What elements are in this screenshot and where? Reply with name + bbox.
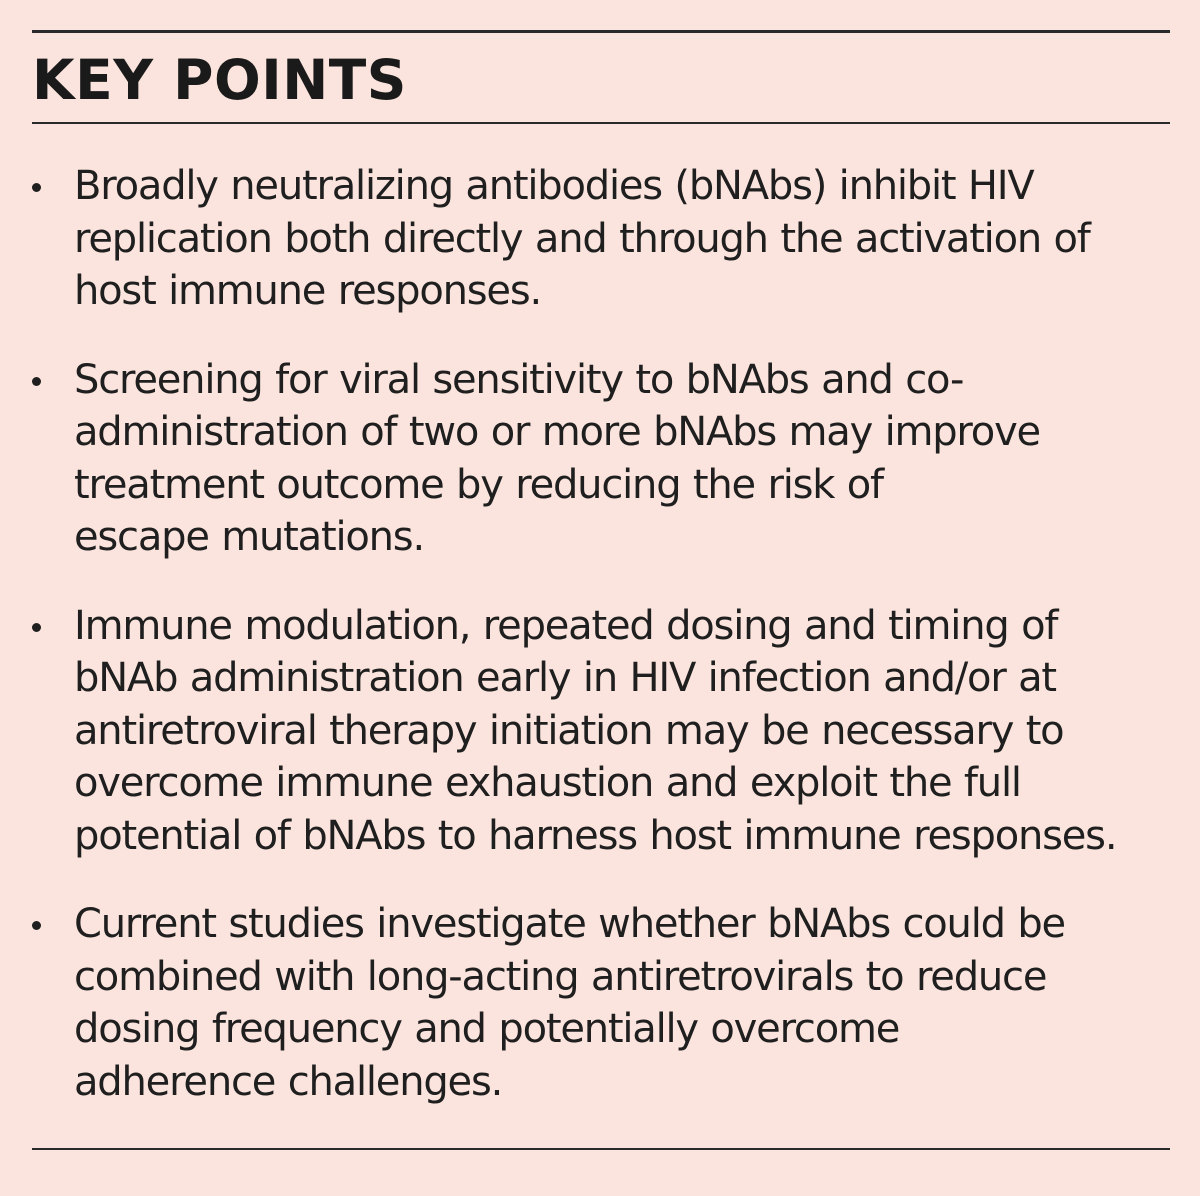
key-point-item (32, 600, 1162, 863)
bottom-rule (32, 1148, 1170, 1150)
key-point-line: Broadly neutralizing antibodies (bNAbs) inhibit HIV (74, 163, 1034, 209)
key-point-item (32, 898, 1162, 1108)
key-point-item (32, 160, 1162, 318)
bullet-icon (32, 921, 41, 930)
key-point-line: dosing frequency and potentially overcome (74, 1006, 900, 1052)
key-points-title: KEY POINTS (32, 48, 407, 112)
key-point-line: bNAb administration early in HIV infection and/or at (74, 655, 1056, 701)
key-point-line: potential of bNAbs to harness host immune responses. (74, 812, 1117, 859)
key-point-line: treatment outcome by reducing the risk of (74, 461, 883, 508)
bullet-icon (32, 377, 41, 386)
key-point-line: administration of two or more bNAbs may improve (74, 409, 1040, 455)
bullet-icon (32, 623, 41, 632)
key-point-line: replication both directly and through the activation of (74, 215, 1090, 262)
key-point-item (32, 354, 1162, 564)
key-point-line: host immune responses. (74, 268, 541, 314)
top-rule (32, 30, 1170, 33)
key-point-line: escape mutations. (74, 514, 424, 560)
title-divider (32, 122, 1170, 124)
key-point-line: combined with long-acting antiretrovirals to reduce (74, 953, 1047, 1000)
key-point-line: antiretroviral therapy initiation may be necessary to (74, 707, 1064, 754)
key-points-list (32, 160, 1162, 1108)
key-point-line: overcome immune exhaustion and exploit the full (74, 760, 1021, 806)
key-point-line: adherence challenges. (74, 1058, 503, 1105)
bullet-icon (32, 183, 41, 192)
key-point-line: Current studies investigate whether bNAbs could be (74, 901, 1065, 947)
key-point-line: Screening for viral sensitivity to bNAbs and co- (74, 356, 964, 403)
key-point-line: Immune modulation, repeated dosing and timing of (74, 602, 1058, 649)
